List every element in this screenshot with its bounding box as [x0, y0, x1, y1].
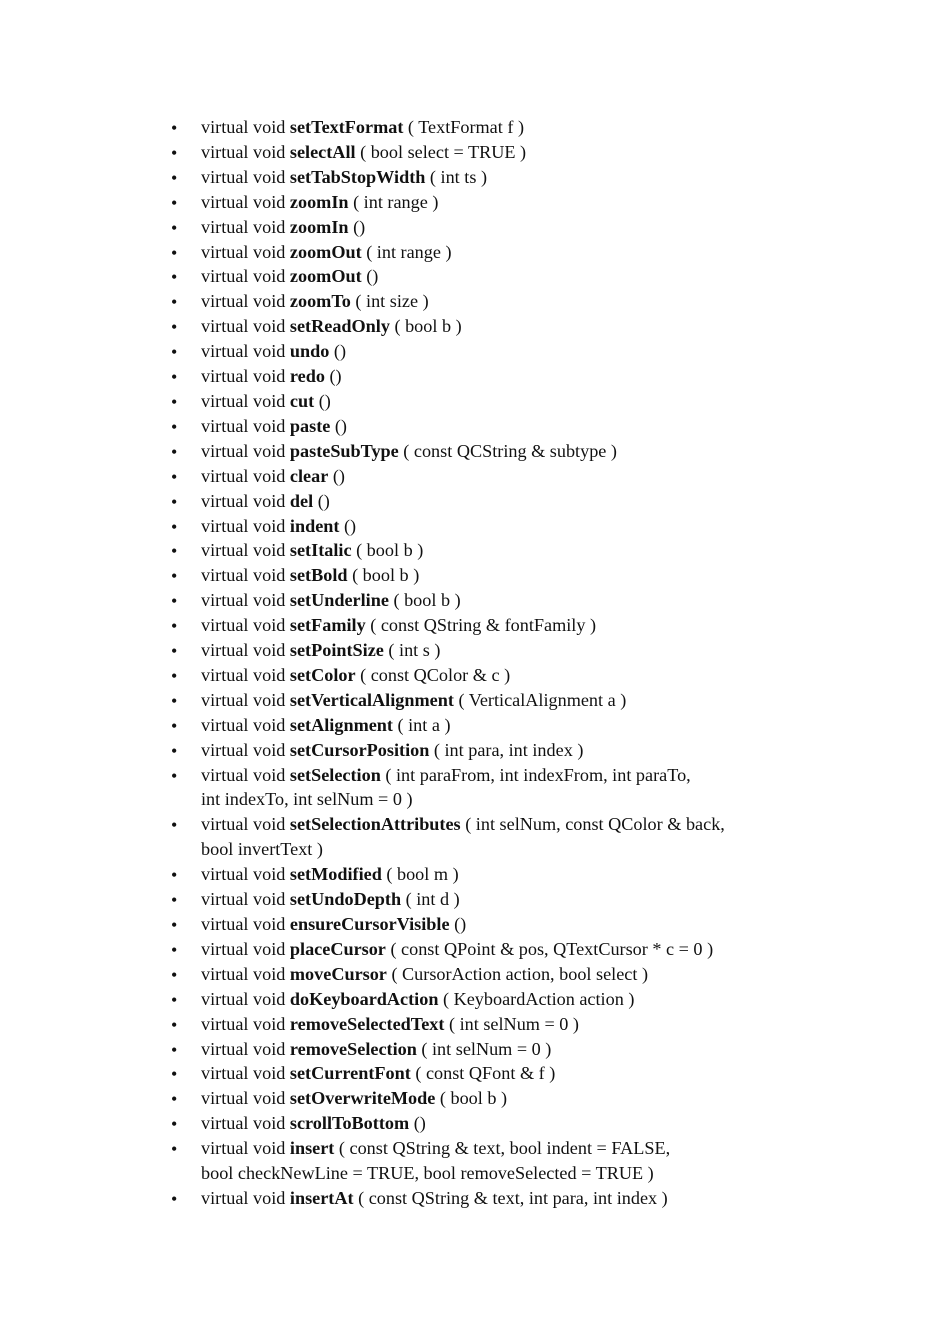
list-item — [170, 887, 810, 912]
signature-continuation-line — [201, 837, 810, 862]
bullet-icon: • — [171, 1188, 178, 1209]
list-item — [170, 563, 810, 588]
signature-line — [201, 538, 810, 563]
return-type: virtual void — [201, 415, 286, 436]
return-type: virtual void — [201, 914, 286, 934]
signature-line — [201, 115, 810, 140]
function-name: setOverwriteMode — [289, 1088, 436, 1109]
list-item — [170, 538, 810, 563]
function-name: setTextFormat — [289, 117, 404, 137]
signature-line — [201, 1111, 810, 1136]
return-type: virtual void — [201, 266, 286, 287]
list-item — [170, 588, 810, 613]
list-item — [170, 987, 810, 1012]
return-type: virtual void — [201, 590, 286, 611]
function-arguments: ( const QString & fontFamily ) — [370, 615, 597, 636]
list-item — [170, 1061, 810, 1086]
list-item — [170, 1186, 810, 1211]
bullet-icon: • — [171, 591, 178, 612]
bullet-icon: • — [171, 915, 178, 935]
return-type: virtual void — [201, 714, 286, 735]
bullet-icon: • — [171, 416, 178, 437]
signature-line — [201, 215, 810, 240]
signature-line — [201, 314, 810, 339]
list-item — [170, 314, 810, 339]
function-name: pasteSubType — [289, 440, 399, 461]
return-type: virtual void — [201, 166, 286, 187]
signature-line — [201, 1012, 810, 1037]
function-name: scrollToBottom — [289, 1113, 410, 1134]
function-arguments: ( int range ) — [353, 191, 439, 212]
bullet-icon: • — [171, 939, 178, 960]
return-type: virtual void — [201, 864, 286, 885]
return-type: virtual void — [201, 889, 286, 910]
function-name: paste — [289, 415, 331, 436]
bullet-icon: • — [171, 616, 178, 637]
function-arguments: ( const QCString & subtype ) — [403, 440, 617, 461]
list-item — [170, 763, 810, 813]
function-arguments: () — [353, 216, 366, 237]
bullet-icon: • — [171, 167, 178, 188]
function-arguments: ( int a ) — [397, 714, 451, 735]
return-type: virtual void — [201, 764, 286, 785]
list-item — [170, 937, 810, 962]
list-item — [170, 489, 810, 514]
signature-line — [201, 563, 810, 588]
signature-line — [201, 140, 810, 165]
function-arguments: () — [454, 914, 467, 934]
function-arguments: ( VerticalAlignment a ) — [458, 689, 627, 710]
list-item — [170, 215, 810, 240]
bullet-icon: • — [171, 989, 178, 1010]
bullet-icon: • — [171, 1139, 178, 1160]
signature-continuation-line — [201, 787, 810, 812]
return-type: virtual void — [201, 540, 286, 561]
bullet-icon: • — [171, 641, 178, 662]
list-item — [170, 240, 810, 265]
function-name: zoomIn — [289, 216, 349, 237]
return-type: virtual void — [201, 988, 286, 1009]
function-arguments: ( int s ) — [388, 640, 441, 661]
function-arguments: () — [332, 465, 345, 486]
signature-line — [201, 962, 810, 987]
function-name: setBold — [289, 565, 348, 586]
bullet-icon: • — [171, 192, 178, 213]
signature-line — [201, 1037, 810, 1062]
function-name: doKeyboardAction — [289, 988, 439, 1009]
bullet-icon: • — [171, 292, 178, 313]
return-type: virtual void — [201, 1088, 286, 1109]
function-name: cut — [289, 390, 315, 411]
return-type: virtual void — [201, 515, 286, 536]
function-arguments: int indexTo, int selNum = 0 ) — [201, 789, 413, 810]
signature-line — [201, 738, 810, 763]
return-type: virtual void — [201, 1038, 286, 1059]
function-name: setModified — [289, 864, 382, 885]
return-type: virtual void — [201, 963, 286, 984]
bullet-icon: • — [171, 491, 178, 512]
function-name: selectAll — [289, 141, 356, 162]
signature-line — [201, 1086, 810, 1111]
list-item — [170, 638, 810, 663]
function-arguments: ( int d ) — [405, 889, 460, 910]
list-item — [170, 464, 810, 489]
bullet-icon: • — [171, 118, 178, 138]
bullet-icon: • — [171, 342, 178, 363]
return-type: virtual void — [201, 615, 286, 636]
function-name: zoomOut — [289, 266, 362, 287]
function-name: setFamily — [289, 615, 366, 636]
function-arguments: ( TextFormat f ) — [407, 117, 524, 137]
list-item — [170, 663, 810, 688]
function-name: setVerticalAlignment — [289, 689, 454, 710]
list-item — [170, 1037, 810, 1062]
signature-line — [201, 1186, 810, 1211]
function-arguments: ( int paraFrom, int indexFrom, int paraTo, — [385, 764, 691, 785]
bullet-icon: • — [171, 890, 178, 911]
list-item — [170, 389, 810, 414]
return-type: virtual void — [201, 689, 286, 710]
function-arguments: ( const QString & text, bool indent = FALSE, — [338, 1138, 671, 1159]
list-item — [170, 1012, 810, 1037]
signature-line — [201, 190, 810, 215]
bullet-icon: • — [171, 715, 178, 736]
function-arguments: ( bool select = TRUE ) — [360, 141, 527, 162]
signature-line — [201, 638, 810, 663]
return-type: virtual void — [201, 390, 286, 411]
return-type: virtual void — [201, 640, 286, 661]
signature-line — [201, 763, 810, 788]
bullet-icon: • — [171, 1014, 178, 1035]
list-item — [170, 140, 810, 165]
bullet-icon: • — [171, 142, 178, 163]
function-arguments: ( int para, int index ) — [433, 739, 584, 760]
function-arguments: ( int selNum, const QColor & back, — [465, 814, 725, 835]
function-name: setCursorPosition — [289, 739, 430, 760]
function-arguments: ( int range ) — [366, 241, 452, 262]
signature-line — [201, 464, 810, 489]
signature-line — [201, 987, 810, 1012]
function-name: insert — [289, 1138, 335, 1159]
function-name: setColor — [289, 664, 356, 685]
function-arguments: ( const QPoint & pos, QTextCursor * c = 0 ) — [390, 938, 714, 959]
list-item — [170, 1136, 810, 1186]
function-name: setSelectionAttributes — [289, 814, 461, 835]
function-arguments: () — [333, 341, 347, 362]
bullet-icon: • — [171, 541, 178, 562]
return-type: virtual void — [201, 141, 286, 162]
function-name: insertAt — [289, 1187, 354, 1208]
function-name: undo — [289, 341, 330, 362]
return-type: virtual void — [201, 241, 286, 262]
signature-line — [201, 887, 810, 912]
bullet-icon: • — [171, 1064, 178, 1085]
list-item — [170, 713, 810, 738]
function-list — [170, 115, 810, 1211]
function-name: zoomTo — [289, 291, 351, 312]
return-type: virtual void — [201, 191, 286, 212]
list-item — [170, 115, 810, 140]
list-item — [170, 165, 810, 190]
function-name: setReadOnly — [289, 316, 390, 337]
function-name: del — [289, 490, 314, 511]
signature-line — [201, 439, 810, 464]
bullet-icon: • — [171, 740, 178, 761]
signature-line — [201, 663, 810, 688]
signature-line — [201, 613, 810, 638]
function-arguments: () — [329, 366, 342, 387]
function-arguments: ( CursorAction action, bool select ) — [391, 963, 649, 984]
bullet-icon: • — [171, 665, 178, 686]
bullet-icon: • — [171, 964, 178, 985]
signature-line — [201, 1061, 810, 1086]
signature-line — [201, 588, 810, 613]
list-item — [170, 613, 810, 638]
signature-line — [201, 414, 810, 439]
list-item — [170, 190, 810, 215]
function-arguments: ( bool b ) — [352, 565, 420, 586]
return-type: virtual void — [201, 440, 286, 461]
bullet-icon: • — [171, 367, 178, 388]
return-type: virtual void — [201, 1063, 286, 1084]
return-type: virtual void — [201, 565, 286, 586]
function-name: setSelection — [289, 764, 381, 785]
function-name: redo — [289, 366, 325, 387]
bullet-icon: • — [171, 765, 178, 786]
function-name: setPointSize — [289, 640, 384, 661]
return-type: virtual void — [201, 117, 286, 137]
list-item — [170, 862, 810, 887]
function-arguments: ( KeyboardAction action ) — [443, 988, 635, 1009]
function-name: clear — [289, 465, 329, 486]
function-arguments: ( bool b ) — [393, 590, 461, 611]
function-name: placeCursor — [289, 938, 386, 959]
function-name: removeSelection — [289, 1038, 417, 1059]
function-arguments: ( bool b ) — [439, 1088, 508, 1109]
signature-line — [201, 289, 810, 314]
bullet-icon: • — [171, 217, 178, 238]
list-item — [170, 1111, 810, 1136]
bullet-icon: • — [171, 1114, 178, 1135]
return-type: virtual void — [201, 366, 286, 387]
bullet-icon: • — [171, 865, 178, 886]
function-name: setUnderline — [289, 590, 389, 611]
function-name: zoomOut — [289, 241, 362, 262]
bullet-icon: • — [171, 391, 178, 412]
bullet-icon: • — [171, 1039, 178, 1060]
list-item — [170, 264, 810, 289]
bullet-icon: • — [171, 242, 178, 263]
function-name: zoomIn — [289, 191, 349, 212]
return-type: virtual void — [201, 938, 286, 959]
signature-line — [201, 165, 810, 190]
signature-continuation-line — [201, 1161, 810, 1186]
function-arguments: ( const QColor & c ) — [360, 664, 511, 685]
bullet-icon: • — [171, 815, 178, 836]
signature-line — [201, 264, 810, 289]
list-item — [170, 414, 810, 439]
list-item — [170, 812, 810, 862]
list-item — [170, 688, 810, 713]
signature-line — [201, 688, 810, 713]
return-type: virtual void — [201, 814, 286, 835]
signature-line — [201, 937, 810, 962]
signature-line — [201, 489, 810, 514]
list-item — [170, 962, 810, 987]
function-arguments: ( int selNum = 0 ) — [449, 1013, 579, 1034]
function-name: removeSelectedText — [289, 1013, 445, 1034]
bullet-icon: • — [171, 466, 178, 487]
function-arguments: () — [413, 1113, 426, 1134]
function-arguments: () — [343, 515, 357, 536]
function-name: setCurrentFont — [289, 1063, 411, 1084]
list-item — [170, 514, 810, 539]
signature-line — [201, 912, 810, 937]
signature-line — [201, 514, 810, 539]
list-item — [170, 912, 810, 937]
return-type: virtual void — [201, 291, 286, 312]
function-arguments: () — [318, 390, 331, 411]
function-arguments: () — [334, 415, 347, 436]
return-type: virtual void — [201, 739, 286, 760]
function-arguments: () — [366, 266, 379, 287]
function-arguments: bool invertText ) — [201, 839, 323, 860]
return-type: virtual void — [201, 1113, 286, 1134]
function-arguments: ( const QFont & f ) — [415, 1063, 556, 1084]
bullet-icon: • — [171, 516, 178, 537]
function-name: setAlignment — [289, 714, 393, 735]
function-arguments: ( int selNum = 0 ) — [421, 1038, 552, 1059]
signature-line — [201, 713, 810, 738]
function-name: ensureCursorVisible — [289, 914, 450, 934]
return-type: virtual void — [201, 1013, 286, 1034]
bullet-icon: • — [171, 317, 178, 338]
signature-line — [201, 812, 810, 837]
function-name: moveCursor — [289, 963, 387, 984]
function-name: setUndoDepth — [289, 889, 402, 910]
function-arguments: ( int size ) — [355, 291, 429, 312]
signature-line — [201, 862, 810, 887]
bullet-icon: • — [171, 1089, 178, 1110]
bullet-icon: • — [171, 267, 178, 288]
list-item — [170, 339, 810, 364]
return-type: virtual void — [201, 316, 286, 337]
bullet-icon: • — [171, 441, 178, 462]
bullet-icon: • — [171, 690, 178, 711]
return-type: virtual void — [201, 465, 286, 486]
function-arguments: ( bool m ) — [386, 864, 459, 885]
return-type: virtual void — [201, 216, 286, 237]
signature-line — [201, 389, 810, 414]
function-arguments: ( bool b ) — [356, 540, 424, 561]
list-item — [170, 289, 810, 314]
return-type: virtual void — [201, 1187, 286, 1208]
list-item — [170, 439, 810, 464]
return-type: virtual void — [201, 1138, 286, 1159]
function-arguments: ( const QString & text, int para, int index ) — [358, 1187, 668, 1208]
function-name: indent — [289, 515, 340, 536]
return-type: virtual void — [201, 341, 286, 362]
signature-line — [201, 240, 810, 265]
function-arguments: ( int ts ) — [429, 166, 488, 187]
bullet-icon: • — [171, 566, 178, 587]
signature-line — [201, 1136, 810, 1161]
function-name: setItalic — [289, 540, 352, 561]
list-item — [170, 738, 810, 763]
return-type: virtual void — [201, 664, 286, 685]
list-item — [170, 1086, 810, 1111]
function-arguments: () — [317, 490, 330, 511]
function-arguments: ( bool b ) — [394, 316, 462, 337]
return-type: virtual void — [201, 490, 286, 511]
list-item — [170, 364, 810, 389]
function-name: setTabStopWidth — [289, 166, 426, 187]
function-arguments: bool checkNewLine = TRUE, bool removeSelected = TRUE ) — [201, 1163, 654, 1184]
signature-line — [201, 364, 810, 389]
signature-line — [201, 339, 810, 364]
